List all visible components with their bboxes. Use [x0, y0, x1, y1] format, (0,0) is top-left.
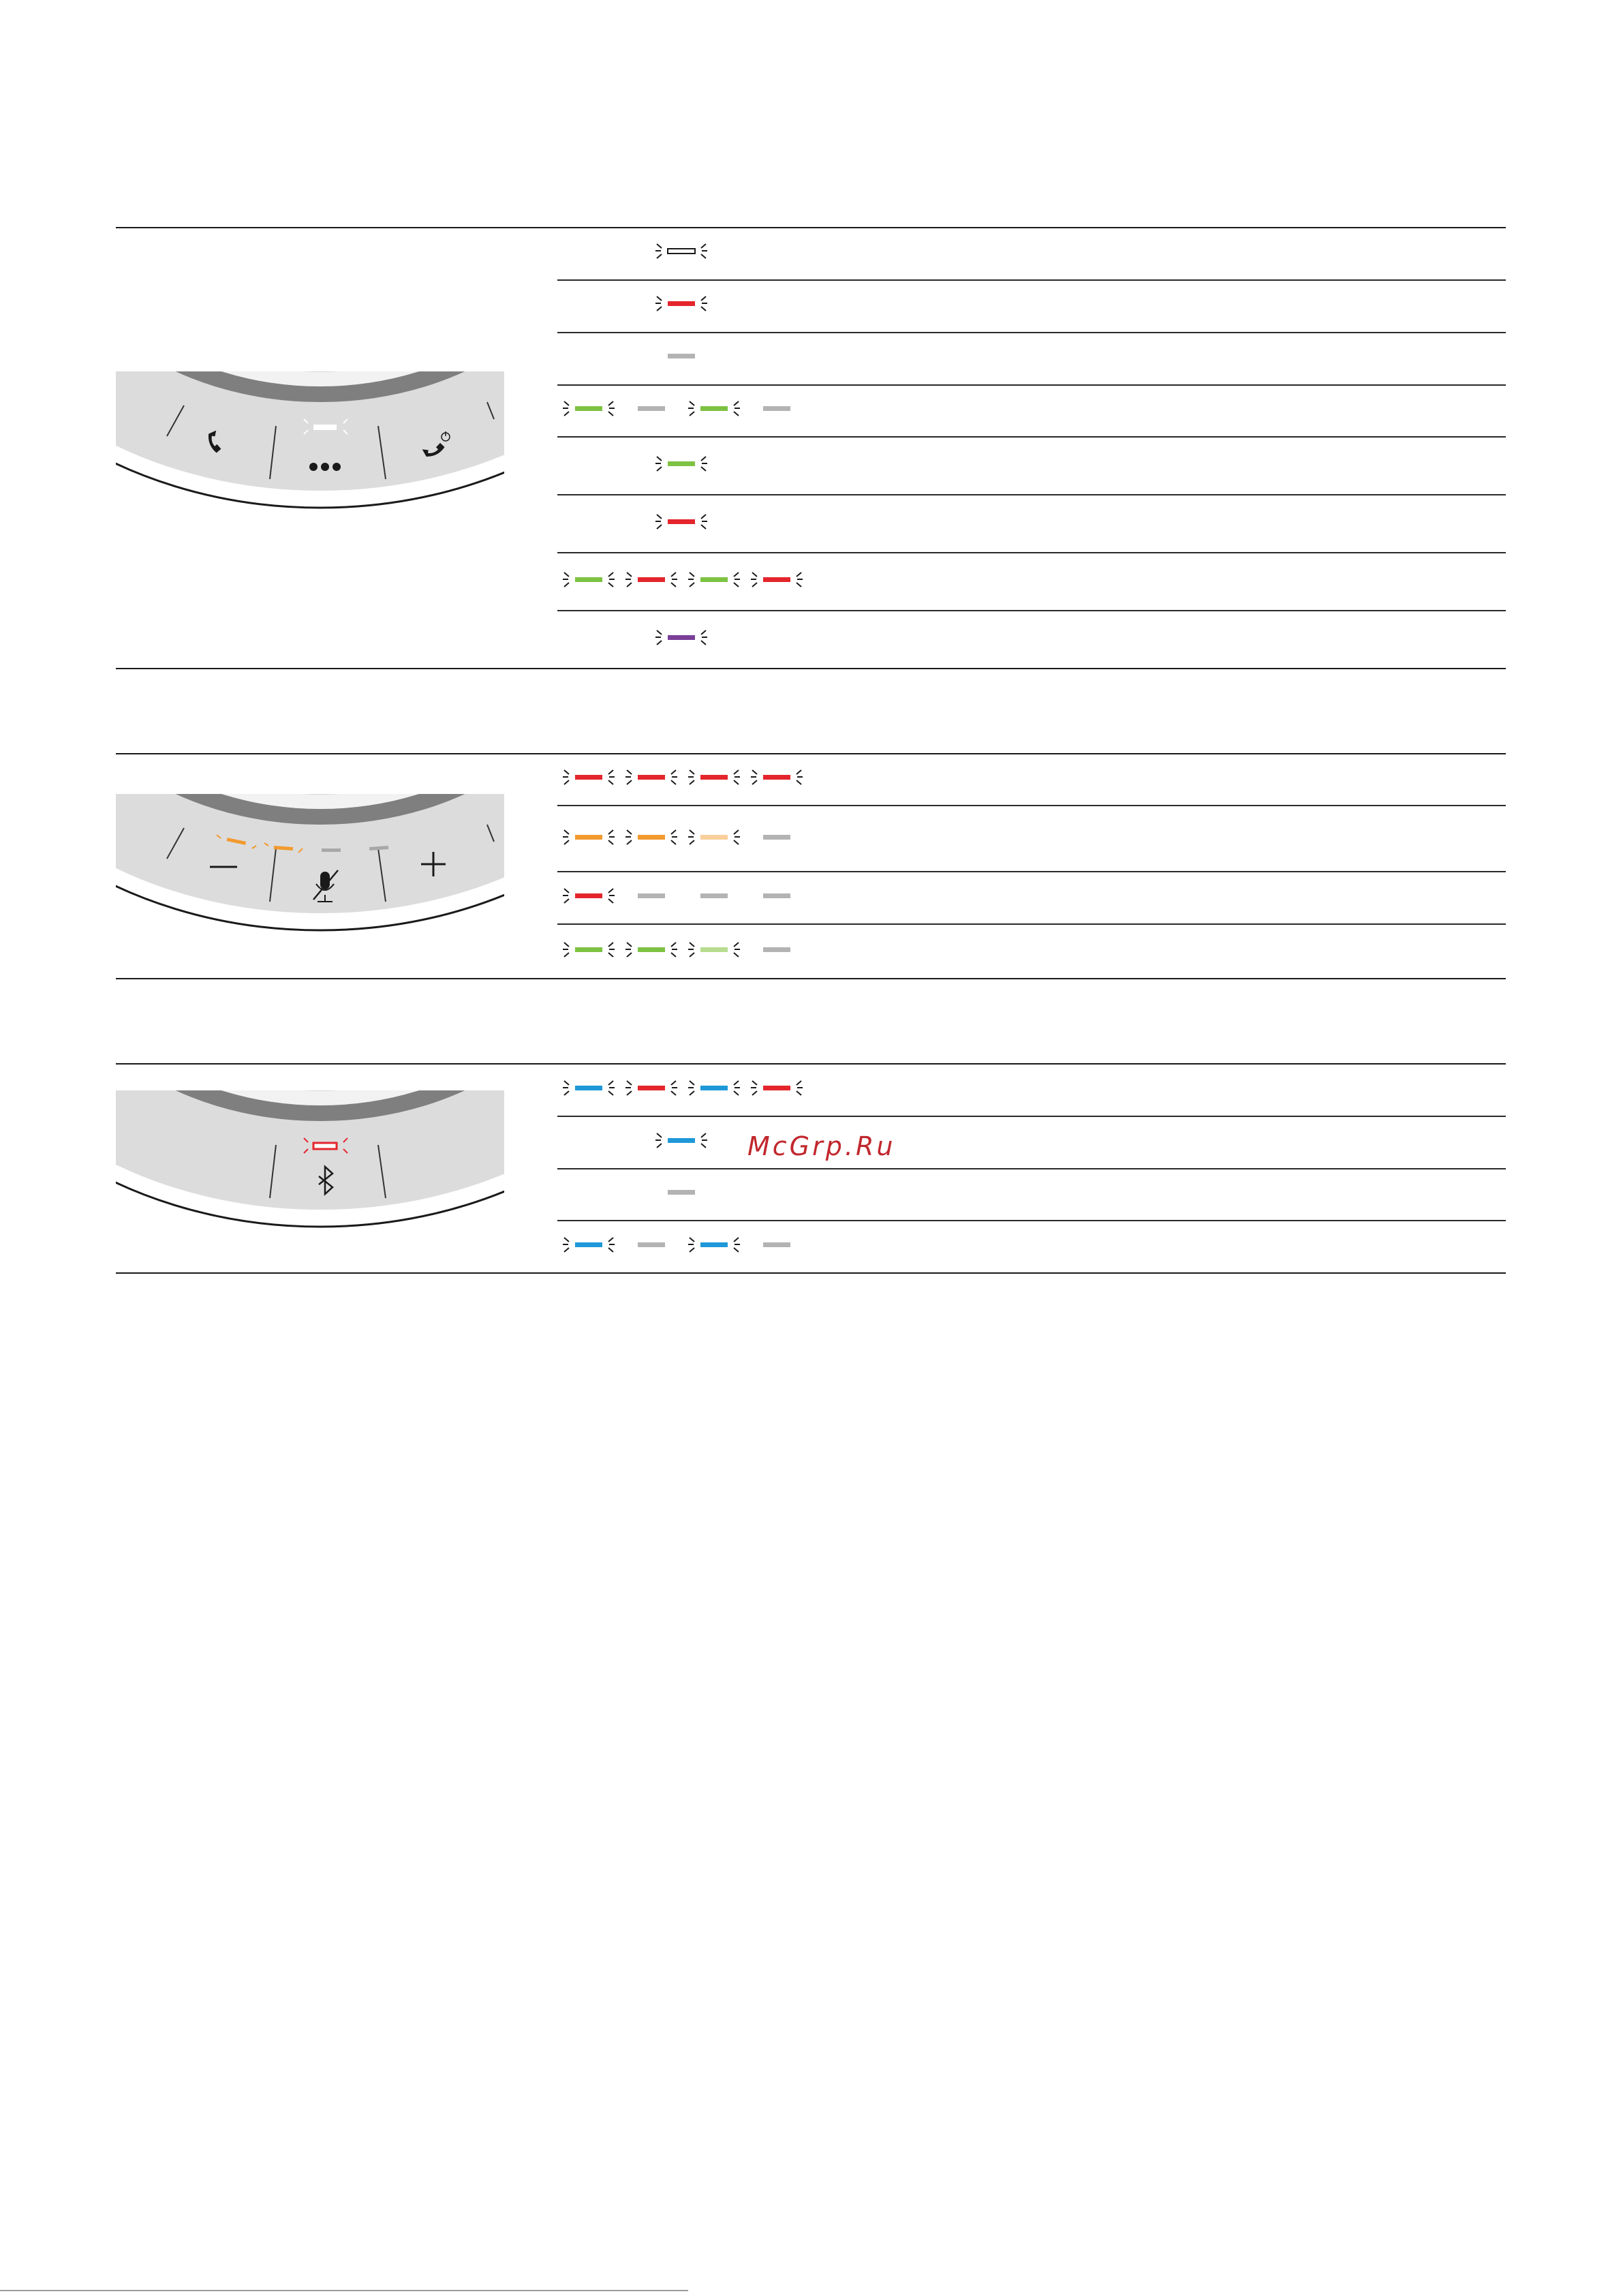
led-row	[557, 239, 1506, 269]
section-1-top-rule	[116, 227, 1506, 228]
led-pattern	[557, 1180, 898, 1207]
led-pattern	[557, 396, 898, 423]
led-pattern	[557, 509, 898, 536]
led-row	[557, 1180, 1506, 1210]
led-steady-grey	[763, 1242, 790, 1247]
section-3-bottom-rule	[116, 1272, 1506, 1274]
led-flashing-red	[625, 1081, 677, 1095]
led-flashing-red	[563, 770, 615, 784]
led-flashing-orange	[563, 830, 615, 844]
led-row	[557, 567, 1506, 598]
led-flashing-green	[563, 943, 615, 957]
led-flashing-red	[751, 770, 803, 784]
row-divider	[557, 332, 1506, 333]
row-divider	[557, 552, 1506, 553]
led-row	[557, 509, 1506, 540]
led-pattern	[557, 451, 898, 478]
led-row	[557, 1232, 1506, 1263]
led-flashing-red	[563, 889, 615, 903]
led-pattern	[557, 343, 898, 371]
led-row	[557, 825, 1506, 855]
led-row	[557, 1128, 1506, 1159]
led-pattern	[557, 1075, 898, 1103]
row-divider	[557, 279, 1506, 281]
more-dots-icon	[309, 463, 341, 471]
led-flashing-purple	[655, 630, 707, 645]
speakerphone-call-buttons-illustration	[116, 371, 504, 515]
row-divider	[557, 805, 1506, 806]
led-flashing-red	[751, 572, 803, 587]
led-pattern	[557, 937, 898, 964]
led-flashing-light-green	[688, 943, 740, 957]
row-divider	[557, 1168, 1506, 1169]
led-flashing-blue	[563, 1081, 615, 1095]
led-pattern	[557, 883, 898, 910]
row-divider	[557, 384, 1506, 386]
led-pattern	[557, 291, 898, 318]
led-flashing-green	[563, 572, 615, 587]
row-divider	[557, 1116, 1506, 1117]
led-row	[557, 1075, 1506, 1106]
led-steady-grey	[638, 406, 665, 411]
watermark-text: McGrp.Ru	[747, 1131, 896, 1161]
section-1-bottom-rule	[116, 668, 1506, 669]
led-flashing-blue	[688, 1081, 740, 1095]
led-flashing-green	[655, 457, 707, 471]
row-divider	[557, 436, 1506, 438]
led-flashing-red	[655, 515, 707, 529]
led-flashing-green	[688, 572, 740, 587]
led-flashing-blue	[563, 1238, 615, 1252]
led-flashing-blue	[688, 1238, 740, 1252]
led-row	[557, 396, 1506, 427]
led-pattern	[557, 825, 898, 852]
led-flashing-white	[655, 244, 707, 258]
section-3-top-rule	[116, 1063, 1506, 1065]
led-steady-grey	[638, 1242, 665, 1247]
led-row	[557, 343, 1506, 374]
speakerphone-bluetooth-button-illustration	[116, 1090, 504, 1234]
section-2-bottom-rule	[116, 978, 1506, 979]
led-steady-grey	[668, 354, 695, 358]
led-row	[557, 883, 1506, 914]
led-steady-grey	[700, 893, 728, 898]
row-divider	[557, 1220, 1506, 1221]
led-flashing-blue	[655, 1133, 707, 1148]
led-flashing-red	[688, 770, 740, 784]
footer-rule	[0, 2290, 688, 2291]
led-steady-grey	[638, 893, 665, 898]
row-divider	[557, 610, 1506, 611]
led-flashing-red	[655, 296, 707, 311]
led-flashing-light-orange	[688, 830, 740, 844]
led-pattern	[557, 765, 898, 792]
led-steady-grey	[763, 406, 790, 411]
led-row	[557, 451, 1506, 482]
row-divider	[557, 871, 1506, 872]
led-pattern	[557, 1232, 898, 1259]
led-steady-grey	[763, 893, 790, 898]
row-divider	[557, 494, 1506, 495]
led-flashing-green	[688, 401, 740, 416]
section-2-top-rule	[116, 753, 1506, 754]
led-row	[557, 937, 1506, 968]
led-row	[557, 765, 1506, 795]
led-flashing-green	[625, 943, 677, 957]
led-flashing-orange	[625, 830, 677, 844]
led-pattern	[557, 625, 898, 652]
led-flashing-red	[625, 770, 677, 784]
led-flashing-green	[563, 401, 615, 416]
speakerphone-volume-buttons-illustration	[116, 794, 504, 937]
led-steady-grey	[763, 947, 790, 952]
led-flashing-red	[625, 572, 677, 587]
led-steady-grey	[763, 835, 790, 840]
led-steady-grey	[668, 1190, 695, 1195]
led-flashing-red	[751, 1081, 803, 1095]
row-divider	[557, 923, 1506, 925]
led-pattern	[557, 239, 898, 266]
led-pattern	[557, 567, 898, 594]
led-row	[557, 291, 1506, 322]
led-row	[557, 625, 1506, 656]
